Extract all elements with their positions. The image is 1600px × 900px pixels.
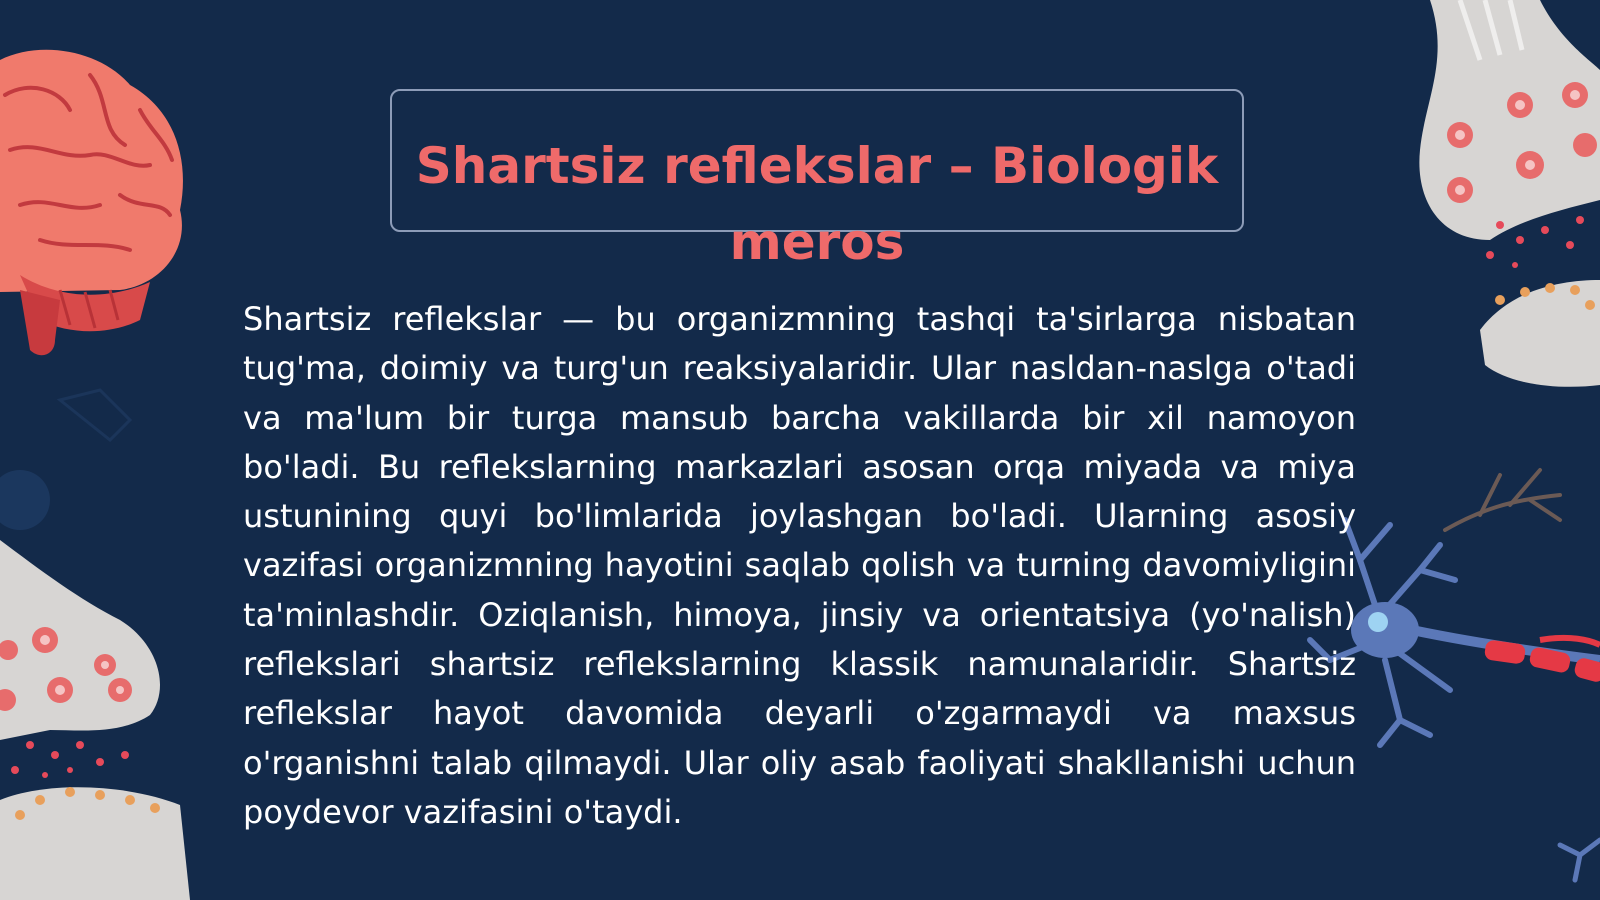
- slide-title: Shartsiz reflekslar – Biologik meros: [415, 137, 1219, 271]
- faint-neuron-illustration: [1445, 470, 1560, 530]
- synapse-illustration-right: [1419, 0, 1600, 387]
- slide-body-text: Shartsiz reflekslar — bu organizmning tashqi ta'sirlarga nisbatan tug'ma, doimiy va turg'un reaksiyalaridir. Ular nasldan-naslga o'tadi va ma'lum bir turga mansub barcha vakillarda bir xil namoyon bo'ladi. Bu reflekslarning markazlari asosan orqa miyada va miya ustunining quyi bo'limlarida joylashgan bo'ladi. Ularning asosiy vazifasi organizmning hayotini saqlab qolish va turning davomiyligini ta'minlashdir. Oziqlanish, himoya, jinsiy va orientatsiya (yo'nalish) reflekslari shartsiz reflekslarning klassik namunalaridir. Shartsiz reflekslar hayot davomida deyarli o'zgarmaydi va maxsus o'rganishni talab qilmaydi. Ular oliy asab faoliyati shakllanishi uchun poydevor vazifasini o'taydi.: [243, 300, 1356, 831]
- brain-illustration: [0, 50, 183, 355]
- synapse-illustration-left: [0, 540, 190, 900]
